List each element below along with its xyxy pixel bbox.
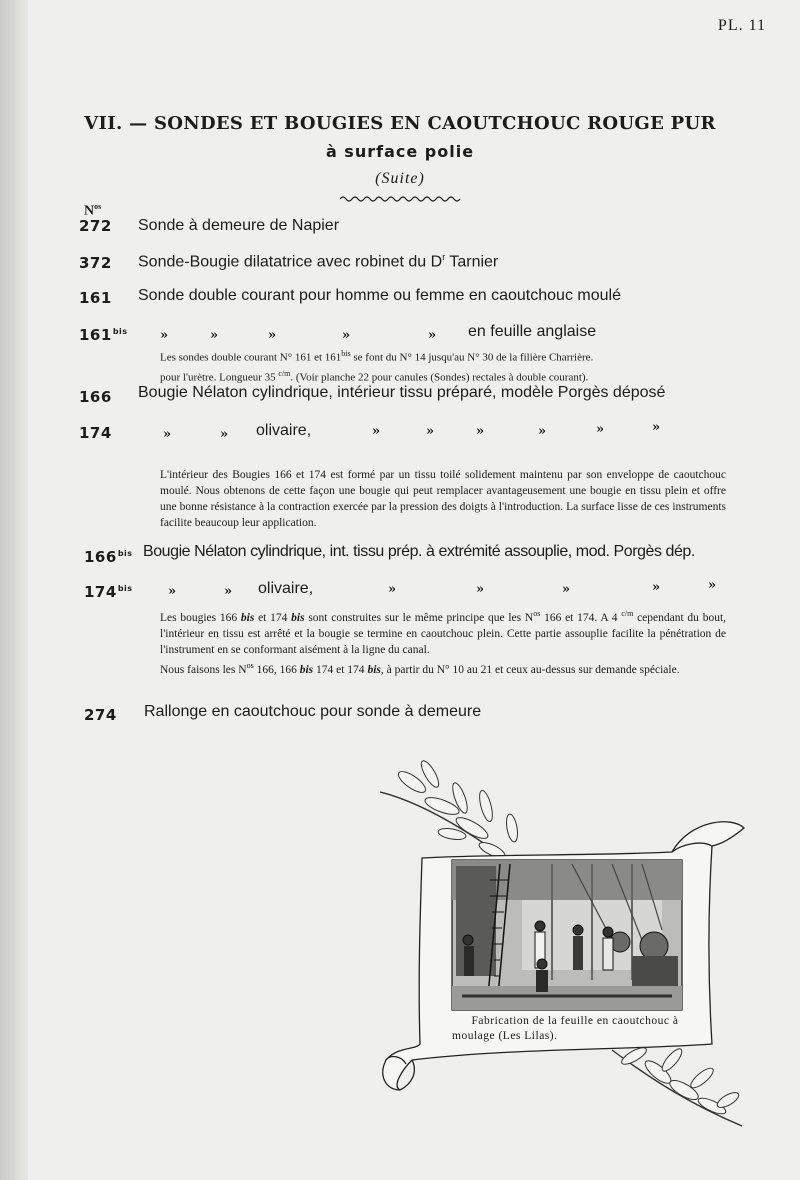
ditto-mark: »: [426, 424, 435, 439]
note-bis: Les bougies 166 bis et 174 bis sont construites sur le même principe que les $N^{os}$ 166 et 174. A 4 $^{c/m}$ cependant du bout, l'intérieur en tissu est arrêté et la bougie se termine en caoutchouc plein. Cette partie assouplie facilite la pénétration de l'instrument en se conformant aisément à la ligne du canal. Nous faisons les $N^{os}$ 166, 166 bis 174 et 174 bis, à partir du N° 10 au 21 et ceux au-dessus sur demande spéciale.: [160, 609, 727, 676]
item-number: $166^{bis}$: [84, 548, 133, 566]
item-description: Bougie Nélaton cylindrique, intérieur tissu préparé, modèle Porgès déposé: [138, 384, 666, 401]
plate-number: PL. 11: [717, 17, 766, 34]
item-description: Sonde double courant pour homme ou femme en caoutchouc moulé: [138, 287, 621, 304]
ditto-mark: »: [562, 582, 571, 597]
item-description: Sonde-Bougie dilatatrice avec robinet du $D^r$ Tarnier: [138, 252, 499, 271]
ditto-mark: »: [652, 420, 661, 435]
ditto-mark: »: [596, 422, 605, 437]
wavy-rule-ornament: [340, 195, 462, 203]
ditto-mark: »: [372, 424, 381, 439]
item-number: 166: [79, 388, 112, 406]
ditto-mark: »: [476, 582, 485, 597]
item-number: 272: [79, 217, 112, 235]
ditto-mark: »: [538, 424, 547, 439]
factory-engraving-illustration: [372, 760, 752, 1130]
item-description: olivaire,: [258, 580, 314, 597]
ditto-mark: »: [708, 578, 717, 593]
item-number: 372: [79, 254, 112, 272]
note-166-174: L'intérieur des Bougies 166 et 174 est formé par un tissu toilé solidement maintenu par son enveloppe de caoutchouc moulé. Nous obtenons de cette façon une bougie qui peut remplacer avantageusement une bougie en tissu plein et offre une bonne résistance à la contraction exercée par la pression des doigts à l'introduction. La surface lisse de ces instruments facilite beaucoup leur application.: [160, 469, 726, 529]
ditto-mark: »: [428, 328, 437, 343]
ditto-mark: »: [168, 584, 177, 599]
numbers-column-header: $N^{os}$: [84, 202, 102, 219]
item-description: Bougie Nélaton cylindrique, int. tissu prép. à extrémité assouplie, mod. Porgès dép.: [143, 543, 695, 560]
ditto-mark: »: [652, 580, 661, 595]
item-number: $161^{bis}$: [79, 326, 128, 344]
ditto-mark: »: [342, 328, 351, 343]
ditto-mark: »: [210, 328, 219, 343]
ditto-mark: »: [476, 424, 485, 439]
page-title: VII. — SONDES ET BOUGIES EN CAOUTCHOUC ROUGE PUR: [84, 113, 716, 134]
item-description: Sonde à demeure de Napier: [138, 217, 340, 234]
ditto-mark: »: [388, 582, 397, 597]
item-number: 161: [79, 289, 112, 307]
page-subtitle: à surface polie: [325, 142, 475, 161]
item-description: olivaire,: [256, 422, 312, 439]
ditto-mark: »: [220, 427, 229, 442]
item-description: Rallonge en caoutchouc pour sonde à demeure: [144, 703, 482, 720]
ditto-mark: »: [163, 427, 172, 442]
laurel-branch-icon: [380, 760, 519, 860]
factory-scene: [452, 860, 682, 1010]
laurel-branch-icon: [612, 1045, 742, 1126]
item-number: 274: [84, 706, 117, 724]
illustration-caption: Fabrication de la feuille en caoutchouc à moulage (Les Lilas).: [452, 1015, 679, 1042]
item-number: $174^{bis}$: [84, 583, 133, 601]
ditto-mark: »: [160, 328, 169, 343]
suite-label: (Suite): [375, 170, 425, 187]
item-number: 174: [79, 424, 112, 442]
note-161: Les sondes double courant N° 161 et $161^{bis}$ se font du N° 14 jusqu'au N° 30 de la filière Charrière. pour l'urètre. Longueur 35 $^{c/m}$. (Voir planche 22 pour canules (Sondes) rectales à double courant).: [160, 349, 594, 384]
item-description: en feuille anglaise: [468, 323, 597, 340]
ditto-mark: »: [224, 584, 233, 599]
ditto-mark: »: [268, 328, 277, 343]
